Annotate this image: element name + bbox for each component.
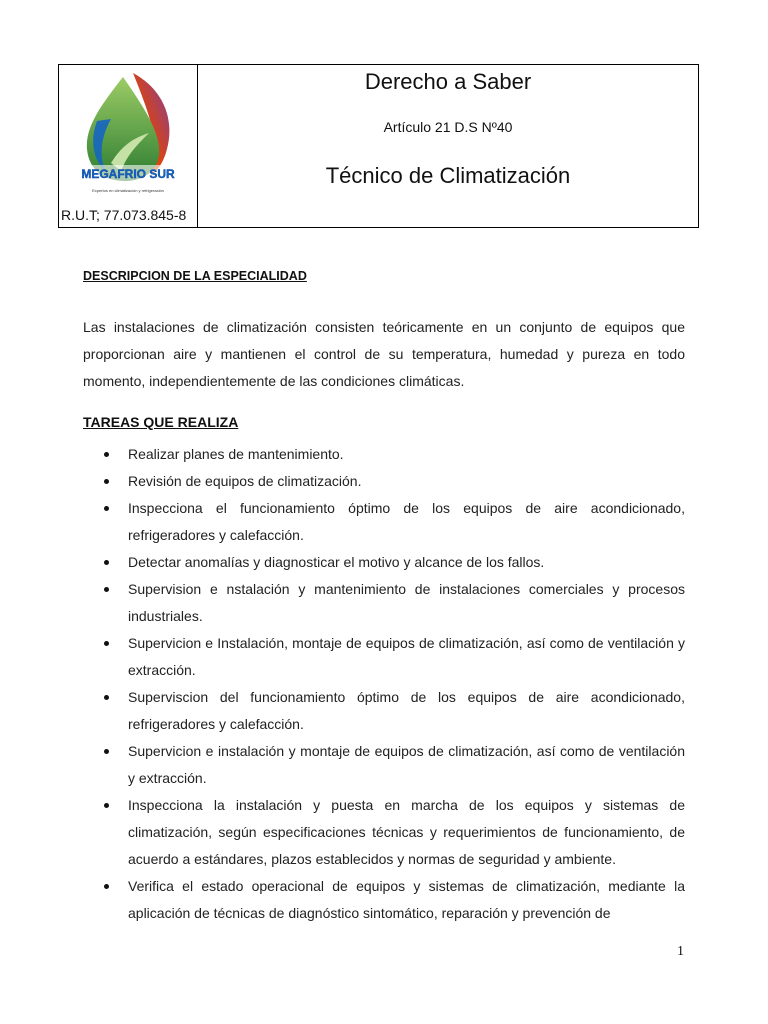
bullet-icon xyxy=(104,641,109,646)
rut-number: R.U.T; 77.073.845-8 xyxy=(61,207,187,223)
megafrio-sur-logo xyxy=(71,67,185,263)
list-item-text: Inspecciona el funcionamiento óptimo de los equipos de aire acondicionado, refrigeradores y calefacción. xyxy=(128,500,685,543)
list-item-text: Superviscion del funcionamiento óptimo de los equipos de aire acondicionado, refrigeradores y calefacción. xyxy=(128,689,685,732)
logo-tagline: Expertos en climatización y refrigeración xyxy=(92,188,164,193)
list-item xyxy=(83,792,685,873)
document-title: Derecho a Saber xyxy=(364,69,532,94)
section-heading-tareas: TAREAS QUE REALIZA xyxy=(83,414,239,430)
description-paragraph: Las instalaciones de climatización consisten teóricamente en un conjunto de equipos que proporcionan aire y mantienen el control de su temperatura, humedad y pureza en todo momento, independientemente de las condiciones climáticas. xyxy=(83,319,685,389)
article-reference: Artículo 21 D.S Nº40 xyxy=(383,119,513,135)
list-item xyxy=(83,738,685,792)
task-list xyxy=(83,441,685,927)
logo-cell xyxy=(59,65,198,227)
title-cell xyxy=(198,65,698,227)
document-subtitle: Técnico de Climatización xyxy=(325,163,571,188)
bullet-icon xyxy=(104,803,109,808)
list-item-text: Inspecciona la instalación y puesta en marcha de los equipos y sistemas de climatización, según especificaciones técnicas y requerimientos de funcionamiento, de acuerdo a estándares, plazos establecidos y normas de seguridad y ambiente. xyxy=(128,797,685,867)
list-item xyxy=(83,441,685,468)
page-number: 1 xyxy=(677,944,684,959)
bullet-icon xyxy=(104,695,109,700)
header-table xyxy=(58,64,699,228)
bullet-icon xyxy=(104,506,109,511)
bullet-icon xyxy=(104,587,109,592)
logo-name: MEGAFRIO SUR xyxy=(81,167,175,181)
list-item-text: Supervicion e Instalación, montaje de equipos de climatización, así como de ventilación y extracción. xyxy=(128,635,685,678)
bullet-icon xyxy=(104,452,109,457)
list-item-text: Verifica el estado operacional de equipos y sistemas de climatización, mediante la aplicación de técnicas de diagnóstico sintomático, reparación y prevención de xyxy=(128,878,685,921)
list-item xyxy=(83,468,685,495)
section-heading-descripcion: DESCRIPCION DE LA ESPECIALIDAD xyxy=(83,269,307,283)
list-item xyxy=(83,576,685,630)
list-item-text: Supervicion e instalación y montaje de equipos de climatización, así como de ventilación y extracción. xyxy=(128,743,685,786)
list-item xyxy=(83,873,685,927)
bullet-icon xyxy=(104,560,109,565)
bullet-icon xyxy=(104,749,109,754)
list-item xyxy=(83,495,685,549)
list-item xyxy=(83,684,685,738)
list-item xyxy=(83,630,685,684)
list-item xyxy=(83,549,685,576)
list-item-text: Realizar planes de mantenimiento. xyxy=(128,446,344,462)
bullet-icon xyxy=(104,884,109,889)
list-item-text: Revisión de equipos de climatización. xyxy=(128,473,362,489)
list-item-text: Supervision e nstalación y mantenimiento de instalaciones comerciales y procesos industriales. xyxy=(128,581,685,624)
list-item-text: Detectar anomalías y diagnosticar el motivo y alcance de los fallos. xyxy=(128,554,545,570)
bullet-icon xyxy=(104,479,109,484)
